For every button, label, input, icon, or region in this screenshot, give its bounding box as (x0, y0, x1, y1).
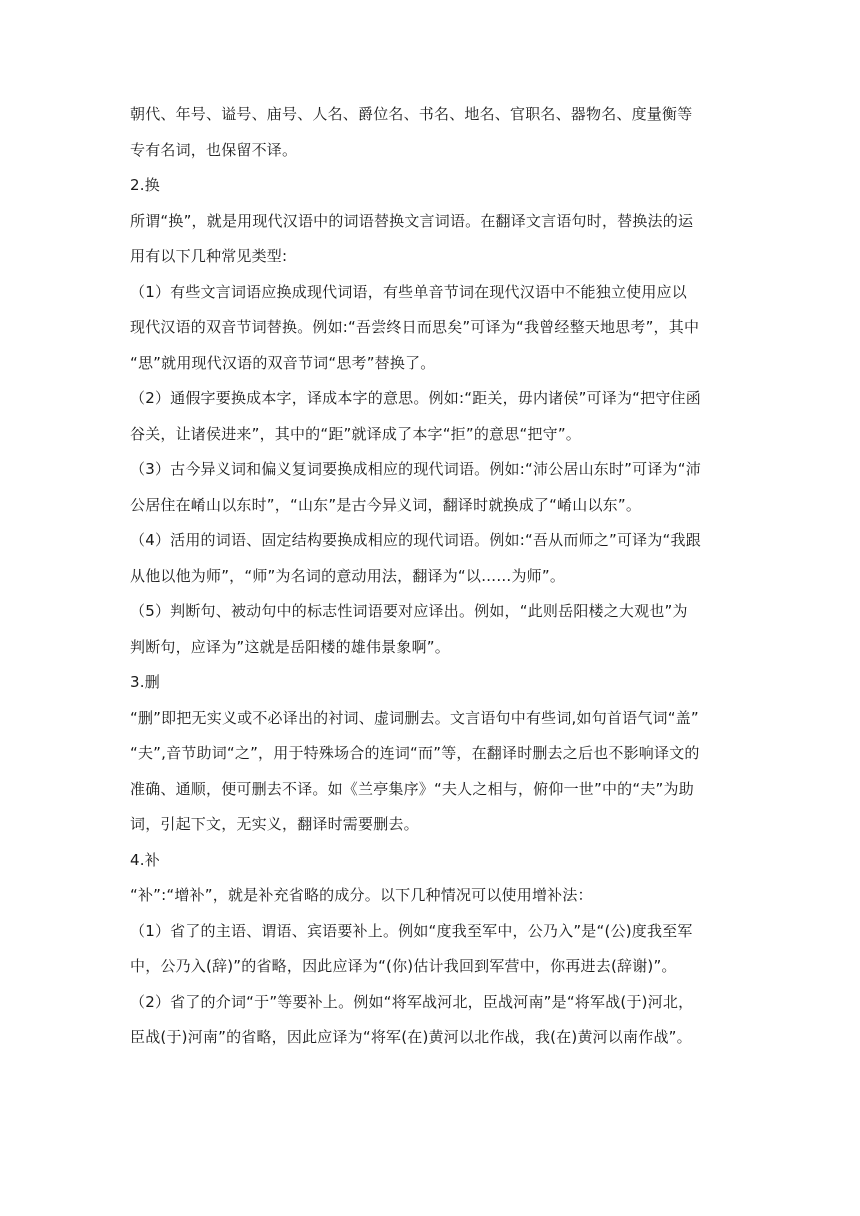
text-line: 专有名词，也保留不译。 (130, 140, 298, 159)
section-heading: 2.换 (130, 176, 160, 194)
text-line: 判断句，应译为”这就是岳阳楼的雄伟景象啊”。 (130, 637, 450, 656)
text-line: “思”就用现代汉语的双音节词“思考”替换了。 (130, 353, 436, 372)
section-heading: 3.删 (130, 673, 160, 691)
text-line: 词，引起下文，无实义，翻译时需要删去。 (130, 815, 419, 833)
text-line: “夫”,音节助词“之”，用于特殊场合的连词“而”等，在翻译时删去之后也不影响译文的 (130, 744, 700, 762)
list-item-line: （1）有些文言词语应换成现代词语，有些单音节词在现代汉语中不能独立使用应以 (130, 282, 687, 301)
text-line: 从他以他为师”，“师”为名词的意动用法，翻译为“以……为师”。 (130, 566, 566, 585)
list-item-line: （5）判断句、被动句中的标志性词语要对应译出。例如，“此则岳阳楼之大观也”为 (130, 602, 688, 620)
text-line: 现代汉语的双音节词替换。例如:“吾尝终日而思矣”可译为“我曾经整天地思考”，其中 (130, 318, 700, 336)
text-line: 准确、通顺，便可删去不译。如《兰亭集序》“夫人之相与，俯仰一世”中的“夫”为助 (130, 779, 694, 798)
text-line: 臣战(于)河南”的省略，因此应译为“将军(在)黄河以北作战，我(在)黄河以南作战”。 (130, 1028, 692, 1046)
list-item-line: （2）通假字要换成本字，译成本字的意思。例如:“距关，毋内诸侯”可译为“把守住函 (130, 389, 701, 407)
text-line: “删”即把无实义或不必译出的衬词、虚词删去。文言语句中有些词,如句首语气词“盖” (130, 708, 699, 727)
list-item-line: （1）省了的主语、谓语、宾语要补上。例如“度我至军中，公乃入”是“(公)度我至军 (130, 921, 693, 940)
text-line: “补”:“增补”，就是补充省略的成分。以下几种情况可以使用增补法： (130, 886, 593, 904)
list-item-line: （3）古今异义词和偏义复词要换成相应的现代词语。例如:“沛公居山东时”可译为“沛 (130, 460, 701, 478)
text-line: 用有以下几种常见类型: (130, 247, 288, 265)
list-item-line: （2）省了的介词“于”等要补上。例如“将军战河北，臣战河南”是“将军战(于)河北， (130, 992, 694, 1011)
document-body (130, 104, 732, 1063)
text-line: 谷关，让诸侯进来”，其中的“距”就译成了本字“拒”的意思“把守”。 (130, 424, 581, 443)
section-heading: 4.补 (130, 850, 160, 869)
text-line: 公居住在崤山以东时”，“山东”是古今异义词，翻译时就换成了“崤山以东”。 (130, 495, 642, 514)
text-line: 所谓“换”，就是用现代汉语中的词语替换文言词语。在翻译文言语句时，替换法的运 (130, 211, 694, 230)
text-line: 中，公乃入(辞)”的省略，因此应译为“(你)估计我回到军营中，你再进去(辞谢)”。 (130, 957, 677, 975)
list-item-line: （4）活用的词语、固定结构要换成相应的现代词语。例如:“吾从而师之”可译为“我跟 (130, 531, 701, 549)
text-line: 朝代、年号、谥号、庙号、人名、爵位名、书名、地名、官职名、器物名、度量衡等 (130, 105, 693, 123)
